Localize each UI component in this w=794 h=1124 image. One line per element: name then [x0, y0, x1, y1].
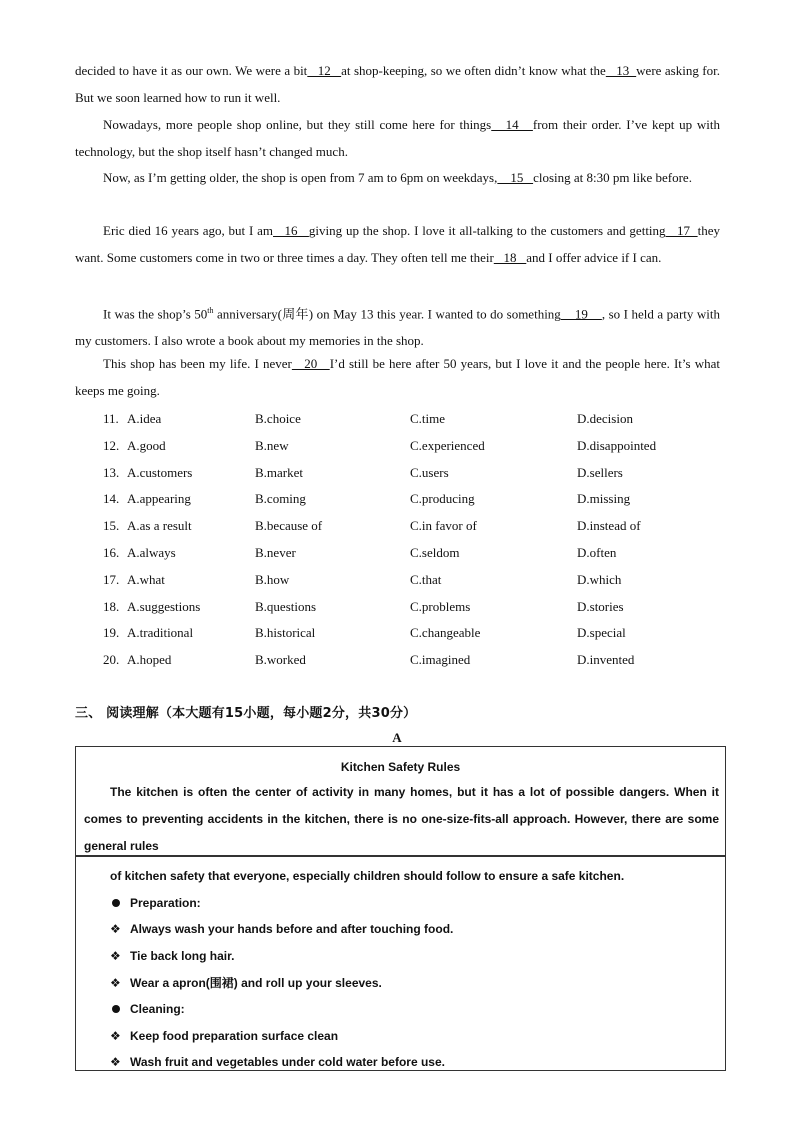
passage-intro-continued: of kitchen safety that everyone, especially children should follow to ensure a safe kitchen.: [110, 869, 625, 883]
option-a: A.what: [127, 571, 165, 587]
option-row: [75, 486, 735, 513]
option-b: B.never: [255, 544, 296, 560]
list-heading-preparation: [76, 890, 725, 917]
option-b: B.because of: [255, 518, 323, 534]
text-segment: giving up the shop. I love it all-talking to the customers and getting: [308, 223, 666, 238]
question-number: 15.: [103, 518, 120, 534]
list-item-text: Always wash your hands before and after touching food.: [130, 922, 454, 937]
passage-letter: A: [392, 730, 402, 745]
option-b: B.new: [255, 437, 289, 453]
text-segment: decided to have it as our own. We were a bit: [75, 63, 308, 78]
list-item-text: Keep food preparation surface clean: [130, 1028, 339, 1043]
blank-17: 17: [665, 223, 698, 238]
option-b: B.coming: [255, 491, 306, 507]
passage-box-top: [75, 746, 726, 856]
options-list: [75, 406, 735, 674]
option-c: C.seldom: [410, 544, 460, 560]
diamond-bullet-icon: ❖: [110, 975, 121, 990]
section-heading: 三、 阅读理解（本大题有15小题，每小题2分，共30分）: [75, 706, 417, 721]
list-heading-cleaning: [76, 996, 725, 1023]
option-row: [75, 567, 735, 594]
text-segment: they want. Some customers come in two or three times a day. They often tell me their: [75, 223, 721, 265]
option-a: A.always: [127, 544, 176, 560]
question-number: 14.: [103, 491, 120, 507]
option-c: C.in favor of: [410, 518, 477, 534]
option-row: [75, 406, 735, 433]
text-segment: Now, as I’m getting older, the shop is open from 7 am to 6pm on weekdays,: [103, 170, 498, 185]
question-number: 20.: [103, 652, 120, 668]
question-number: 12.: [103, 437, 120, 453]
text-segment: I’d still be here after 50 years, but I love it and the people here. It’s what keeps me going.: [75, 356, 720, 398]
blank-13: 13: [605, 63, 637, 78]
blank-12: 12: [307, 63, 342, 78]
option-row: [75, 460, 735, 487]
bullet-dot-icon: [112, 1005, 120, 1013]
option-d: D.which: [577, 571, 622, 587]
paragraph-2: [75, 112, 720, 165]
option-row: [75, 647, 735, 674]
list-item-text: Tie back long hair.: [130, 948, 235, 963]
text-segment: , so I held a party with my customers. I also wrote a book about my memories in the shop.: [75, 306, 720, 348]
option-c: C.producing: [410, 491, 475, 507]
option-d: D.missing: [577, 491, 631, 507]
option-c: C.users: [410, 464, 449, 480]
blank-16: 16: [273, 223, 309, 238]
text-segment: Eric died 16 years ago, but I am: [103, 223, 274, 238]
diamond-bullet-icon: ❖: [110, 1028, 121, 1043]
option-row: [75, 620, 735, 647]
list-item: [76, 1023, 725, 1050]
option-d: D.often: [577, 544, 617, 560]
diamond-bullet-icon: ❖: [110, 922, 121, 937]
paragraph-4: [75, 218, 720, 271]
passage-title: Kitchen Safety Rules: [340, 760, 461, 774]
option-a: A.hoped: [127, 652, 172, 668]
option-b: B.historical: [255, 625, 316, 641]
list-item-text: Wash fruit and vegetables under cold water before use.: [130, 1055, 445, 1070]
intro-text: The kitchen is often the center of activity in many homes, but it has a lot of possible dangers. When it comes to preventing accidents in the kitchen, there is no one-size-fits-all approach. However, there are some general rules: [84, 785, 719, 853]
option-c: C.imagined: [410, 652, 471, 668]
option-a: A.traditional: [127, 625, 194, 641]
list-item-text: Cleaning:: [130, 1002, 185, 1017]
option-d: D.instead of: [577, 518, 641, 534]
text-segment: This shop has been my life. I never: [103, 356, 292, 371]
text-segment: at shop-keeping, so we often didn’t know what the: [341, 63, 606, 78]
diamond-bullet-icon: ❖: [110, 1055, 121, 1070]
option-c: C.problems: [410, 598, 471, 614]
question-number: 11.: [103, 411, 119, 426]
passage-box-bottom: [75, 856, 726, 1071]
list-item: [76, 943, 725, 970]
option-a: A.idea: [127, 411, 162, 426]
option-d: D.special: [577, 625, 626, 641]
blank-18: 18: [493, 249, 527, 265]
passage-intro: [76, 779, 725, 859]
option-d: D.disappointed: [577, 437, 657, 453]
list-item: [76, 970, 725, 997]
bullet-dot-icon: [112, 899, 120, 907]
option-d: D.decision: [577, 411, 633, 426]
option-a: A.good: [127, 437, 166, 453]
option-b: B.market: [255, 464, 304, 480]
option-row: [75, 433, 735, 460]
question-number: 19.: [103, 625, 120, 641]
option-a: A.as a result: [127, 518, 192, 534]
blank-20: 20: [291, 356, 330, 371]
list-item: [76, 1049, 725, 1076]
text-segment: were asking for. But we soon learned how to run it well.: [75, 63, 720, 105]
option-row: [75, 513, 735, 540]
question-number: 18.: [103, 598, 120, 614]
option-c: C.time: [410, 411, 446, 426]
option-row: [75, 540, 735, 567]
text-segment: It was the shop’s 50: [103, 306, 208, 322]
rules-list: [76, 890, 725, 1076]
option-d: D.stories: [577, 598, 624, 614]
text-segment: and I offer advice if I can.: [526, 249, 662, 265]
text-segment: from their order. I’ve kept up with technology, but the shop itself hasn’t changed much.: [75, 117, 720, 159]
paragraph-6: [75, 351, 720, 404]
option-c: C.changeable: [410, 625, 481, 641]
paragraph-1: [75, 58, 720, 111]
question-number: 16.: [103, 544, 120, 560]
list-item-text: Preparation:: [130, 895, 201, 910]
text-segment: closing at 8:30 pm like before.: [533, 170, 692, 185]
superscript: th: [207, 306, 214, 315]
option-d: D.sellers: [577, 464, 623, 480]
blank-15: 15: [497, 170, 534, 185]
option-row: [75, 594, 735, 621]
diamond-bullet-icon: ❖: [110, 948, 121, 963]
blank-19: 19: [560, 306, 602, 322]
question-number: 17.: [103, 571, 120, 587]
question-number: 13.: [103, 464, 120, 480]
option-b: B.questions: [255, 598, 317, 614]
list-item: [76, 916, 725, 943]
option-d: D.invented: [577, 652, 635, 668]
list-item-text: Wear a apron(围裙) and roll up your sleeves.: [130, 975, 382, 990]
option-a: A.appearing: [127, 491, 191, 507]
text-segment: anniversary(周年) on May 13 this year. I wanted to do something: [213, 306, 561, 322]
option-b: B.worked: [255, 652, 306, 668]
blank-14: 14: [491, 117, 533, 132]
text-segment: Nowadays, more people shop online, but they still come here for things: [103, 117, 492, 132]
paragraph-5: [75, 298, 720, 355]
option-b: B.choice: [255, 411, 301, 426]
paragraph-3: [75, 165, 720, 192]
option-a: A.suggestions: [127, 598, 201, 614]
option-c: C.experienced: [410, 437, 485, 453]
option-b: B.how: [255, 571, 290, 587]
option-c: C.that: [410, 571, 442, 587]
option-a: A.customers: [127, 464, 193, 480]
